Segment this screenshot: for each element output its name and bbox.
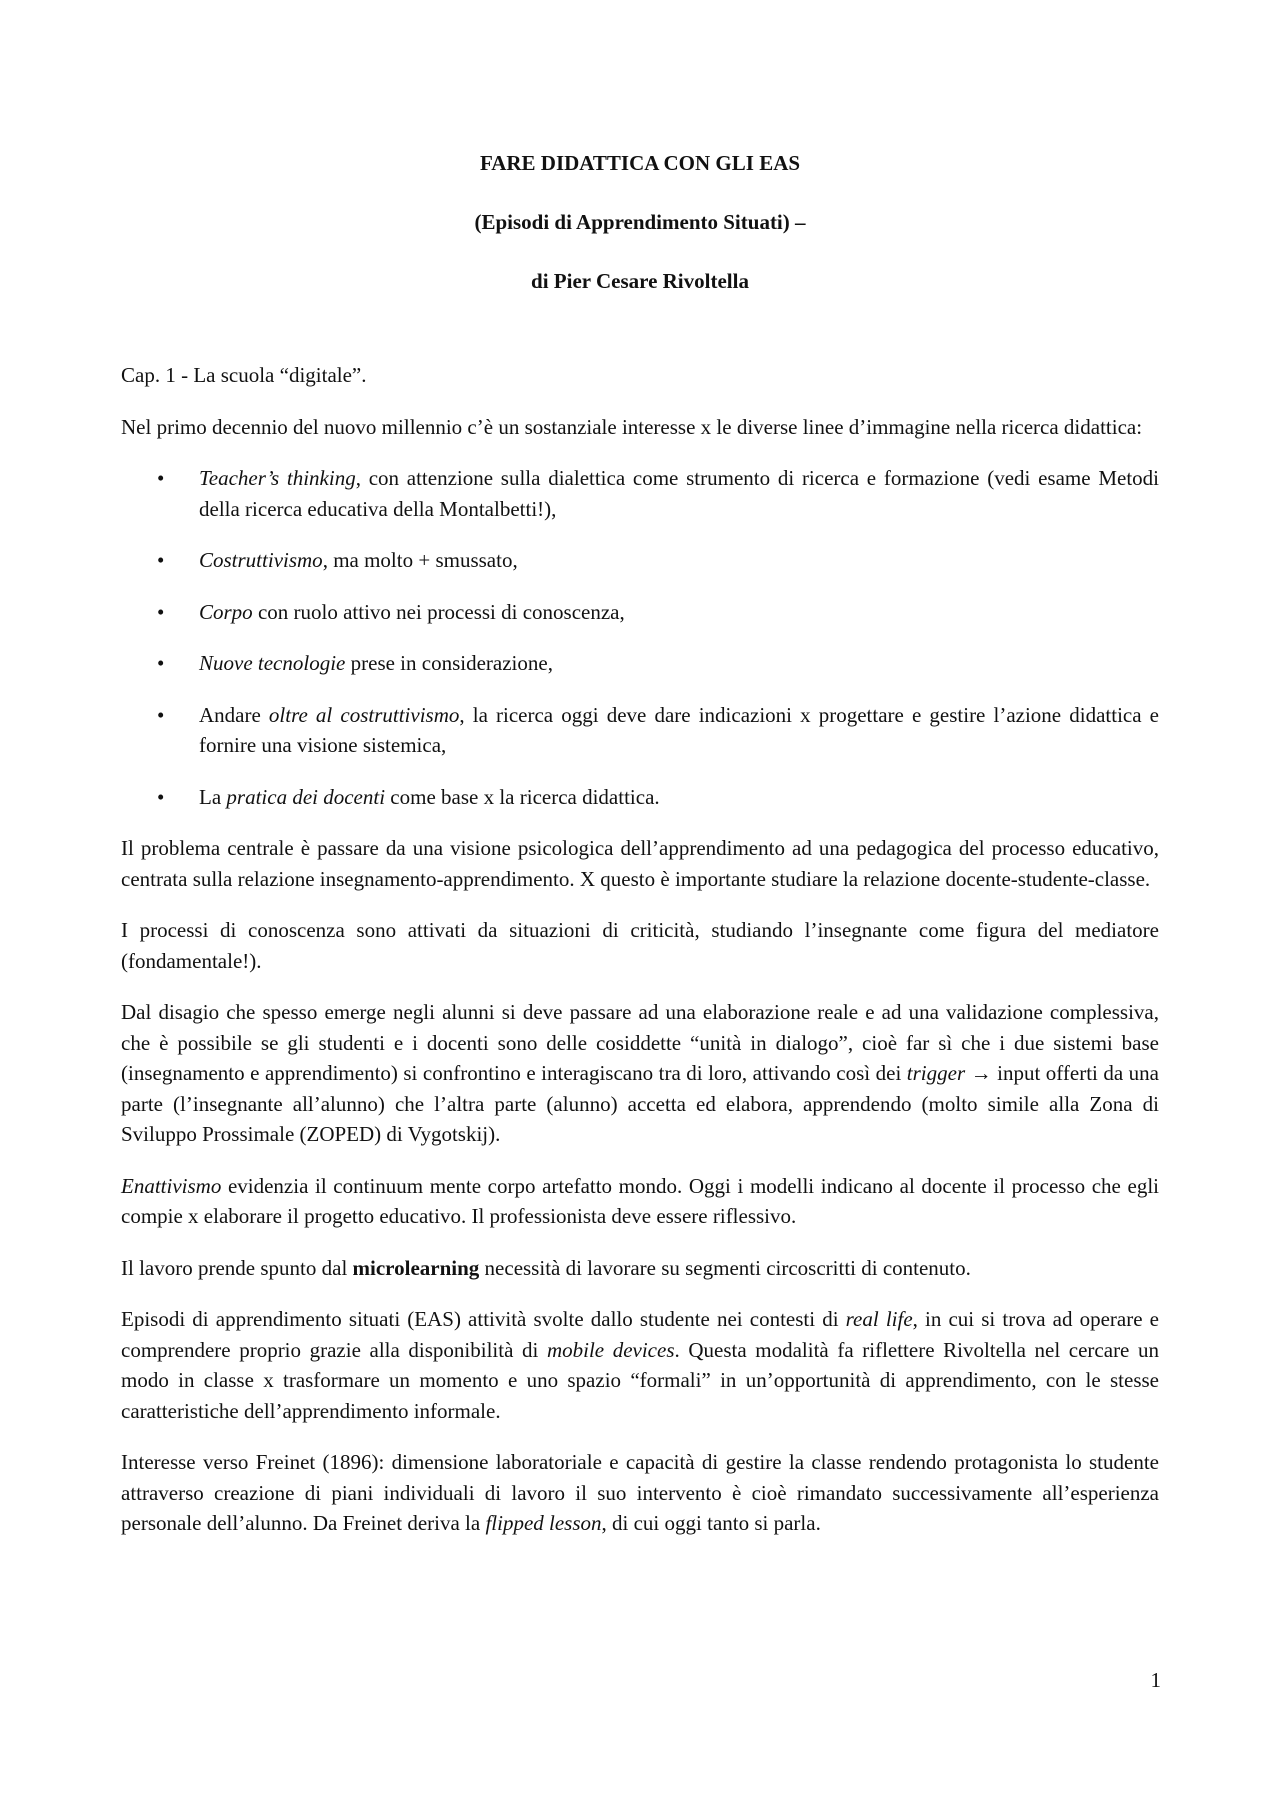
paragraph-enactivism [121, 1171, 1159, 1232]
research-lines-list [121, 463, 1159, 812]
chapter-heading: Cap. 1 - La scuola “digitale”. [121, 363, 367, 387]
list-item-post: , la ricerca oggi deve dare indicazioni x progettare e gestire l’azione didattica e fornire una visione sistemica, [199, 702, 1159, 757]
list-item-emphasis: Costruttivismo [199, 548, 323, 572]
bullet-icon: • [157, 548, 165, 572]
document-title [121, 150, 1159, 294]
list-item-emphasis: pratica dei docenti [226, 784, 386, 809]
list-item-post: come base x la ricerca didattica. [385, 784, 660, 809]
paragraph-freinet [121, 1447, 1159, 1539]
bold-microlearning: microlearning [352, 1255, 480, 1280]
bullet-icon: • [157, 784, 165, 809]
emphasis-trigger: trigger [906, 1061, 966, 1085]
page-number: 1 [1150, 1668, 1161, 1692]
text-run: Dal disagio che spesso emerge negli alunni si deve passare ad una elaborazione reale e ad una validazione complessiva, che è possibile se gli studenti e i docenti sono delle cosiddette “unità in dialogo”, cioè far sì che i due sistemi base (insegnamento e apprendimento) si confrontino e interagiscano tra di loro, attivando così dei [121, 1000, 1159, 1085]
author-line: di Pier Cesare Rivoltella [531, 269, 749, 293]
list-item-post: con ruolo attivo nei processi di conoscenza, [252, 599, 625, 624]
list-item-emphasis: Teacher’s thinking [199, 466, 356, 490]
text-run: Interesse verso Freinet (1896): dimensione laboratoriale e capacità di gestire la classe rendendo protagonista lo studente attraverso creazione di piani individuali di lavoro il suo intervento è cioè rimandato successivamente all’esperienza personale dell’alunno. Da Freinet deriva la [121, 1450, 1159, 1535]
text-run: Episodi di apprendimento situati (EAS) attività svolte dallo studente nei contesti di [121, 1307, 846, 1331]
bullet-icon: • [157, 702, 165, 727]
list-item [121, 648, 1159, 679]
text-run: necessità di lavorare su segmenti circoscritti di contenuto. [479, 1255, 971, 1280]
list-item [121, 597, 1159, 628]
paragraph-eas [121, 1304, 1159, 1426]
title-line-2: (Episodi di Apprendimento Situati) – [474, 210, 806, 234]
text-run: , in cui si trova ad operare e comprendere proprio grazie alla disponibilità di [121, 1307, 1159, 1362]
text-run: . Questa modalità fa riflettere Rivoltella nel cercare un modo in classe x trasformare un momento e uno spazio “formali” in un’opportunità di apprendimento, con le stesse caratteristiche dell’apprendimento informale. [121, 1337, 1159, 1423]
bullet-icon: • [157, 599, 165, 624]
emphasis-flipped-lesson: flipped lesson [485, 1511, 602, 1535]
paragraph-knowledge-processes: I processi di conoscenza sono attivati da situazioni di criticità, studiando l’insegnante come figura del mediatore (fondamentale!). [121, 918, 1159, 973]
list-item-emphasis: Nuove tecnologie [199, 651, 346, 675]
document-body [121, 360, 1159, 1539]
text-run: → input offerti da una parte (l’insegnante all’alunno) che l’altra parte (alunno) accetta ed elabora, apprendendo (molto simile alla Zona di Sviluppo Prossimale (ZOPED) di Vygotskij). [121, 1061, 1159, 1146]
list-item-emphasis: Corpo [199, 599, 253, 624]
list-item [121, 782, 1159, 813]
list-item-pre: Andare [199, 702, 269, 727]
list-item-emphasis: oltre al costruttivismo [268, 702, 460, 727]
emphasis-real-life: real life [845, 1307, 913, 1331]
list-item-pre: La [199, 784, 227, 809]
title-line-1: FARE DIDATTICA CON GLI EAS [479, 151, 801, 175]
emphasis-mobile-devices: mobile devices [546, 1337, 675, 1362]
list-item [121, 545, 1159, 576]
paragraph-microlearning [121, 1253, 1159, 1284]
list-item-post: , ma molto + smussato, [322, 548, 518, 572]
text-run: Il lavoro prende spunto dal [121, 1255, 353, 1280]
text-run: evidenzia il continuum mente corpo artefatto mondo. Oggi i modelli indicano al docente il processo che egli compie x elaborare il progetto educativo. Il professionista deve essere riflessivo. [121, 1173, 1159, 1228]
list-item [121, 700, 1159, 761]
paragraph-dialogue-units [121, 997, 1159, 1150]
list-item-post: , con attenzione sulla dialettica come strumento di ricerca e formazione (vedi esame Metodi della ricerca educativa della Montalbetti!), [199, 466, 1159, 521]
text-run: , di cui oggi tanto si parla. [601, 1511, 821, 1535]
emphasis-enattivismo: Enattivismo [121, 1173, 222, 1198]
list-item [121, 463, 1159, 524]
bullet-icon: • [157, 651, 165, 675]
paragraph-central-problem: Il problema centrale è passare da una visione psicologica dell’apprendimento ad una pedagogica del processo educativo, centrata sulla relazione insegnamento-apprendimento. X questo è importante studiare la relazione docente-studente-classe. [121, 836, 1159, 891]
list-item-post: prese in considerazione, [345, 651, 553, 675]
intro-paragraph: Nel primo decennio del nuovo millennio c’è un sostanziale interesse x le diverse linee d’immagine nella ricerca didattica: [121, 414, 1143, 439]
bullet-icon: • [157, 466, 165, 490]
